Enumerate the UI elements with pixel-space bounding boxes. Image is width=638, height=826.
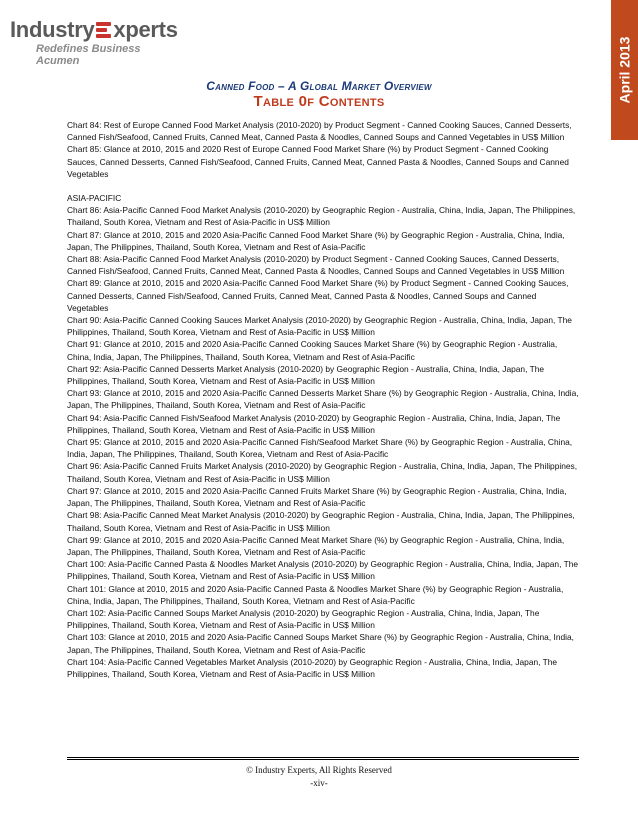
toc-entry: Chart 85: Glance at 2010, 2015 and 2020 Rest of Europe Canned Food Market Share (%) by Product Segment - Canned Cooking Sauces, Canned Desserts, Canned Fish/Seafood, Canned Fruits, Canned Meat, Canned Pasta & Noodles, Canned Soups and Canned Vegetables <box>67 144 569 179</box>
toc-entry: Chart 104: Asia-Pacific Canned Vegetables Market Analysis (2010-2020) by Geographic Region - Australia, China, India, Japan, The Philippines, Thailand, South Korea, Vietnam and Rest of Asia-Pacific in US$ Million <box>67 656 558 679</box>
toc-title: Table 0f Contents <box>253 93 385 110</box>
toc-entry: Chart 100: Asia-Pacific Canned Pasta & Noodles Market Analysis (2010-2020) by Geographic Region - Australia, China, India, Japan, The Philippines, Thailand, South Korea, Vietnam and Rest of Asia-Pacific in US$ Million <box>67 559 579 582</box>
toc-entry: Chart 86: Asia-Pacific Canned Food Market Analysis (2010-2020) by Geographic Region - Australia, China, India, Japan, The Philippines, Thailand, South Korea, Vietnam and Rest of Asia-Pacific in US$ Million <box>67 205 576 228</box>
toc-entry: Chart 98: Asia-Pacific Canned Meat Market Analysis (2010-2020) by Geographic Region - Australia, China, India, Japan, The Philippines, Thailand, South Korea, Vietnam and Rest of Asia-Pacific in US$ Million <box>67 510 575 533</box>
date-side-tab-label: April 2013 <box>616 36 633 104</box>
footer-divider-secondary <box>67 759 579 760</box>
toc-entry: Chart 103: Glance at 2010, 2015 and 2020 Asia-Pacific Canned Soups Market Share (%) by Geographic Region - Australia, China, India, Japan, The Philippines, Thailand, South Korea, Vietnam and Rest of Asia-Pacific <box>67 632 574 655</box>
toc-entry: Chart 84: Rest of Europe Canned Food Market Analysis (2010-2020) by Product Segment - Canned Cooking Sauces, Canned Desserts, Canned Fish/Seafood, Canned Fruits, Canned Meat, Canned Pasta & Noodles, Canned Soups and Canned Vegetables in US$ Million <box>67 120 572 143</box>
toc-entry: Chart 95: Glance at 2010, 2015 and 2020 Asia-Pacific Canned Fish/Seafood Market Share (%) by Geographic Region - Australia, China, India, Japan, The Philippines, Thailand, South Korea, Vietnam and Rest of Asia-Pacific <box>67 437 573 460</box>
toc-entry: Chart 88: Asia-Pacific Canned Food Market Analysis (2010-2020) by Product Segment - Canned Cooking Sauces, Canned Desserts, Canned Fish/Seafood, Canned Fruits, Canned Meat, Canned Pasta & Noodles, Canned Soups and Canned Vegetables in US$ Million <box>67 254 565 277</box>
toc-entry: Chart 97: Glance at 2010, 2015 and 2020 Asia-Pacific Canned Fruits Market Share (%) by Geographic Region - Australia, China, India, Japan, The Philippines, Thailand, South Korea, Vietnam and Rest of Asia-Pacific <box>67 485 567 509</box>
toc-entry: Chart 89: Glance at 2010, 2015 and 2020 Asia-Pacific Canned Food Market Share (%) by Product Segment - Canned Cooking Sauces, Canned Desserts, Canned Fish/Seafood, Canned Fruits, Canned Meat, Canned Pasta & Noodles, Canned Soups and Canned Vegetables <box>67 278 569 313</box>
company-logo <box>10 17 185 67</box>
toc-entry: Chart 99: Glance at 2010, 2015 and 2020 Asia-Pacific Canned Meat Market Share (%) by Geographic Region - Australia, China, India, Japan, The Philippines, Thailand, South Korea, Vietnam and Rest of Asia-Pacific <box>67 534 565 557</box>
footer-divider <box>67 757 579 758</box>
toc-entry: Chart 90: Asia-Pacific Canned Cooking Sauces Market Analysis (2010-2020) by Geographic Region - Australia, China, India, Japan, The Philippines, Thailand, South Korea, Vietnam and Rest of Asia-Pacific in US$ Million <box>67 315 572 338</box>
toc-entry: Chart 87: Glance at 2010, 2015 and 2020 Asia-Pacific Canned Food Market Share (%) by Geographic Region - Australia, China, India, Japan, The Philippines, Thailand, South Korea, Vietnam and Rest of Asia-Pacific <box>67 229 565 252</box>
toc-entry: Chart 91: Glance at 2010, 2015 and 2020 Asia-Pacific Canned Cooking Sauces Market Share (%) by Geographic Region - Australia, China, India, Japan, The Philippines, Thailand, South Korea, Vietnam and Rest of Asia-Pacific <box>67 339 558 362</box>
logo-word-industry: Industry <box>10 17 95 42</box>
toc-content <box>67 119 579 680</box>
document-title: Canned Food – A Global Market Overview <box>206 79 432 93</box>
page-number: -xiv- <box>310 778 328 788</box>
toc-entry: Chart 93: Glance at 2010, 2015 and 2020 Asia-Pacific Canned Desserts Market Share (%) by Geographic Region - Australia, China, India, Japan, The Philippines, Thailand, South Korea, Vietnam and Rest of Asia-Pacific <box>67 388 579 411</box>
logo-e-mark-icon <box>96 21 112 39</box>
footer-copyright: © Industry Experts, All Rights Reserved <box>246 765 392 775</box>
toc-entry: Chart 96: Asia-Pacific Canned Fruits Market Analysis (2010-2020) by Geographic Region - Australia, China, India, Japan, The Philippines, Thailand, South Korea, Vietnam and Rest of Asia-Pacific in US$ Million <box>67 461 578 484</box>
logo-wordmark <box>10 18 185 42</box>
logo-tagline: Redefines Business Acumen <box>36 43 141 67</box>
logo-word-experts: xperts <box>113 17 178 42</box>
date-side-tab <box>611 0 638 140</box>
toc-entry: Chart 102: Asia-Pacific Canned Soups Market Analysis (2010-2020) by Geographic Region - Australia, China, India, Japan, The Philippines, Thailand, South Korea, Vietnam and Rest of Asia-Pacific in US$ Million <box>67 607 540 631</box>
toc-entry: Chart 94: Asia-Pacific Canned Fish/Seafood Market Analysis (2010-2020) by Geographic Region - Australia, China, India, Japan, The Philippines, Thailand, South Korea, Vietnam and Rest of Asia-Pacific in US$ Million <box>67 412 561 435</box>
toc-entry: Chart 92: Asia-Pacific Canned Desserts Market Analysis (2010-2020) by Geographic Region - Australia, China, India, Japan, The Philippines, Thailand, South Korea, Vietnam and Rest of Asia-Pacific in US$ Million <box>67 363 545 387</box>
toc-section-heading: ASIA-PACIFIC <box>67 193 122 204</box>
toc-entry: Chart 101: Glance at 2010, 2015 and 2020 Asia-Pacific Canned Pasta & Noodles Market Share (%) by Geographic Region - Australia, China, India, Japan, The Philippines, Thailand, South Korea, Vietnam and Rest of Asia-Pacific <box>67 583 564 606</box>
